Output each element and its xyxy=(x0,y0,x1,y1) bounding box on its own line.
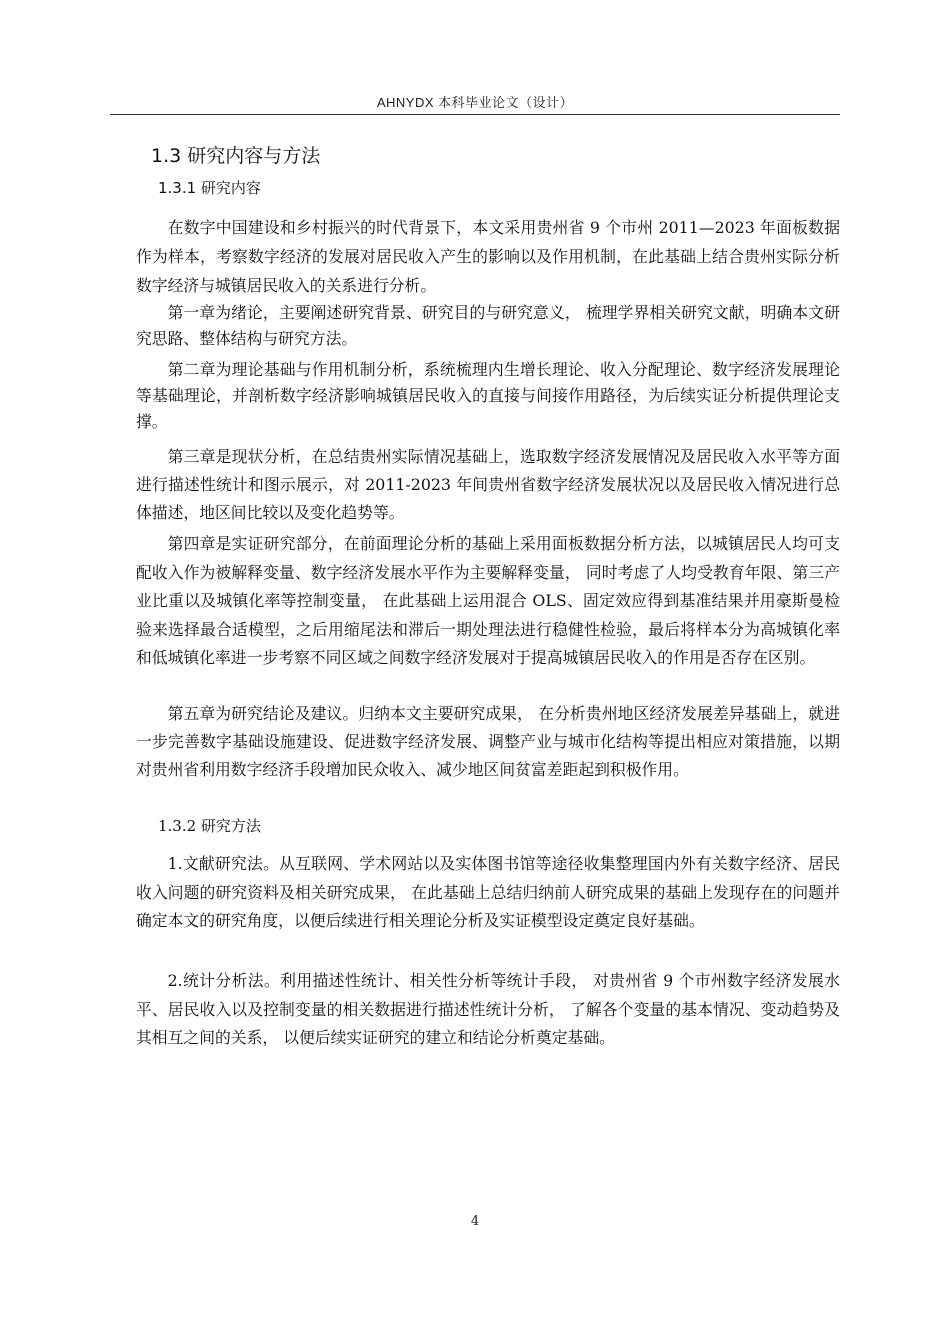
section-heading: 1.3 研究内容与方法 xyxy=(151,145,321,167)
paragraph-method-statistics: 2.统计分析法。利用描述性统计、相关性分析等统计手段， 对贵州省 9 个市州数字经济发展水平、居民收入以及控制变量的相关数据进行描述性统计分析， 了解各个变量的基本情况、变动趋势及其相互之间的关系， 以便后续实证研究的建立和结论分析奠定基础。 xyxy=(136,971,840,1047)
paragraph-intro: 在数字中国建设和乡村振兴的时代背景下，本文采用贵州省 9 个市州 2011—2023 年面板数据作为样本，考察数字经济的发展对居民收入产生的影响以及作用机制，在此基础上结合贵州实际分析数字经济与城镇居民收入的关系进行分析。 xyxy=(136,218,840,295)
paragraph-method-literature: 1.文献研究法。从互联网、学术网站以及实体图书馆等途径收集整理国内外有关数字经济、居民收入问题的研究资料及相关研究成果， 在此基础上总结归纳前人研究成果的基础上发现存在的问题并确定本文的研究角度，以便后续进行相关理论分析及实证模型设定奠定良好基础。 xyxy=(136,854,840,930)
subsection-heading-methods: 1.3.2 研究方法 xyxy=(158,817,261,835)
paragraph-chapter-1: 第一章为绪论，主要阐述研究背景、研究目的与研究意义， 梳理学界相关研究文献，明确本文研究思路、整体结构与研究方法。 xyxy=(136,303,840,348)
paragraph-chapter-4: 第四章是实证研究部分，在前面理论分析的基础上采用面板数据分析方法，以城镇居民人均可支配收入作为被解释变量、数字经济发展水平作为主要解释变量， 同时考虑了人均受教育年限、第三产业比重以及城镇化率等控制变量， 在此基础上运用混合 OLS、固定效应得到基准结果并用豪斯曼检验来选择最合适模型，之后用缩尾法和滞后一期处理法进行稳健性检验，最后将样本分为高城镇化率和低城镇化率进一步考察不同区域之间数字经济发展对于提高城镇居民收入的作用是否存在区别。 xyxy=(136,534,840,667)
header-divider xyxy=(110,114,840,115)
paragraph-chapter-3: 第三章是现状分析，在总结贵州实际情况基础上，选取数字经济发展情况及居民收入水平等方面进行描述性统计和图示展示，对 2011-2023 年间贵州省数字经济发展状况以及居民收入情况进行总体描述，地区间比较以及变化趋势等。 xyxy=(136,447,840,522)
page-number: 4 xyxy=(470,1214,480,1229)
paragraph-chapter-2: 第二章为理论基础与作用机制分析，系统梳理内生增长理论、收入分配理论、数字经济发展理论等基础理论，并剖析数字经济影响城镇居民收入的直接与间接作用路径，为后续实证分析提供理论支撑。 xyxy=(136,360,840,431)
subsection-heading-content: 1.3.1 研究内容 xyxy=(158,179,261,197)
paragraph-chapter-5: 第五章为研究结论及建议。归纳本文主要研究成果， 在分析贵州地区经济发展差异基础上，就进一步完善数字基础设施建设、促进数字经济发展、调整产业与城市化结构等提出相应对策措施，以期对贵州省利用数字经济手段增加民众收入、减少地区间贫富差距起到积极作用。 xyxy=(136,704,840,779)
running-header: AHNYDX 本科毕业论文（设计） xyxy=(376,95,574,110)
